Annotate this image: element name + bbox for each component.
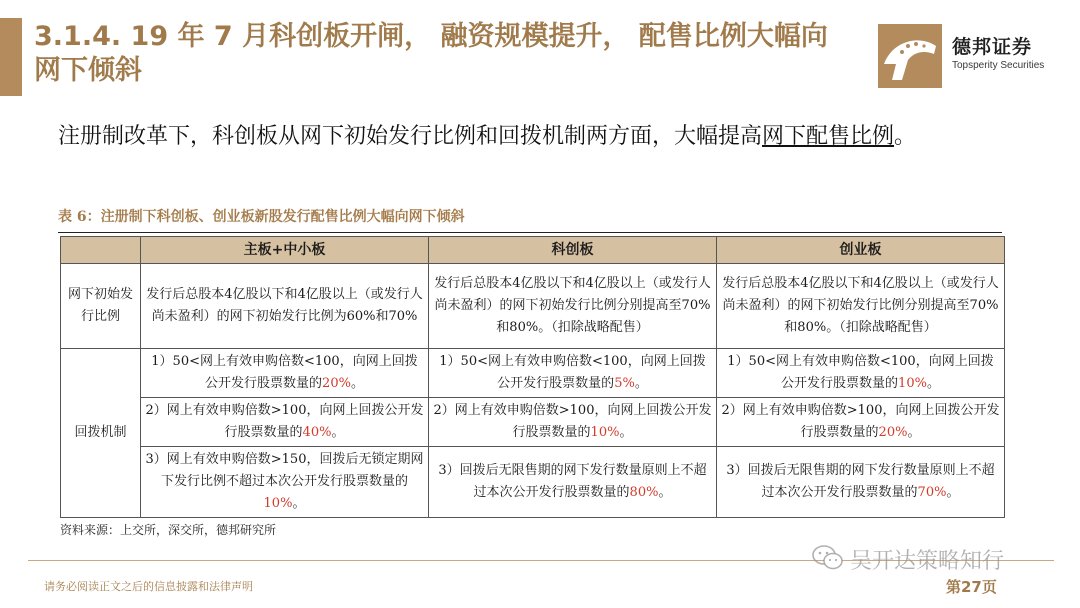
intro-text: 注册制改革下，科创板从网下初始发行比例和回拨机制两方面，大幅提高 <box>58 124 763 149</box>
pct-highlight: 40% <box>302 425 332 440</box>
table-row-clawback-1 <box>61 349 1005 398</box>
pct-highlight: 70% <box>917 485 947 500</box>
intro-end: 。 <box>894 124 917 149</box>
watermark-text: 吴开达策略知行 <box>850 549 1005 574</box>
table-row-initial <box>61 264 1005 349</box>
pct-highlight: 80% <box>629 485 659 500</box>
source-note: 资料来源：上交所，深交所，德邦研究所 <box>60 523 277 537</box>
table-header-row <box>61 237 1005 264</box>
cell-clawback-2-star: 2）网上有效申购倍数>100，向网上回拨公开发行股票数量的10%。 <box>429 398 717 447</box>
company-logo <box>878 24 1068 88</box>
cell-clawback-2-chinext: 2）网上有效申购倍数>100，向网上回拨公开发行股票数量的20%。 <box>717 398 1005 447</box>
row-label-initial: 网下初始发行比例 <box>61 264 141 349</box>
page-number: 第27页 <box>946 578 997 596</box>
table-row-clawback-3 <box>61 447 1005 518</box>
table-row-clawback-2 <box>61 398 1005 447</box>
row-label-clawback: 回拨机制 <box>61 349 141 518</box>
pct-highlight: 10% <box>263 496 293 511</box>
header-star-market: 科创板 <box>429 237 717 264</box>
wechat-icon <box>812 544 844 572</box>
intro-paragraph <box>58 120 1018 154</box>
cell-clawback-1-star: 1）50<网上有效申购倍数<100，向网上回拨公开发行股票数量的5%。 <box>429 349 717 398</box>
cell-clawback-3-star: 3）回拨后无限售期的网下发行数量原则上不超过本次公开发行股票数量的80%。 <box>429 447 717 518</box>
intro-underlined: 网下配售比例 <box>762 124 895 149</box>
pct-highlight: 10% <box>590 425 620 440</box>
slide-title: 3.1.4. 19 年 7 月科创板开闸， 融资规模提升， 配售比例大幅向网下倾斜 <box>34 21 828 86</box>
pct-highlight: 5% <box>614 376 635 391</box>
header-main-board: 主板+中小板 <box>141 237 429 264</box>
cell-clawback-1-main: 1）50<网上有效申购倍数<100，向网上回拨公开发行股票数量的20%。 <box>141 349 429 398</box>
title-accent-bar <box>0 18 22 96</box>
leopard-logo-icon <box>878 24 942 88</box>
footer-disclaimer: 请务必阅读正文之后的信息披露和法律声明 <box>44 580 253 593</box>
cell-clawback-2-main: 2）网上有效申购倍数>100，向网上回拨公开发行股票数量的40%。 <box>141 398 429 447</box>
logo-english-name: Topsperity Securities <box>952 60 1045 71</box>
cell-clawback-3-main: 3）网上有效申购倍数>150，回拨后无锁定期网下发行比例不超过本次公开发行股票数量的10%。 <box>141 447 429 518</box>
logo-chinese-name: 德邦证券 <box>952 36 1033 58</box>
cell-initial-main: 发行后总股本4亿股以下和4亿股以上（或发行人尚未盈利）的网下初始发行比例为60%和70% <box>141 264 429 349</box>
cell-clawback-3-chinext: 3）回拨后无限售期的网下发行数量原则上不超过本次公开发行股票数量的70%。 <box>717 447 1005 518</box>
table-caption: 表 6：注册制下科创板、创业板新股发行配售比例大幅向网下倾斜 <box>58 206 1002 233</box>
cell-initial-star: 发行后总股本4亿股以下和4亿股以上（或发行人尚未盈利）的网下初始发行比例分别提高至70%和80%。（扣除战略配售） <box>429 264 717 349</box>
cell-clawback-1-chinext: 1）50<网上有效申购倍数<100，向网上回拨公开发行股票数量的10%。 <box>717 349 1005 398</box>
pct-highlight: 20% <box>322 376 351 391</box>
pct-highlight: 10% <box>898 376 927 391</box>
header-empty <box>61 237 141 264</box>
allocation-table <box>60 236 1005 518</box>
pct-highlight: 20% <box>878 425 908 440</box>
header-chinext: 创业板 <box>717 237 1005 264</box>
cell-initial-chinext: 发行后总股本4亿股以下和4亿股以上（或发行人尚未盈利）的网下初始发行比例分别提高至70%和80%。（扣除战略配售） <box>717 264 1005 349</box>
